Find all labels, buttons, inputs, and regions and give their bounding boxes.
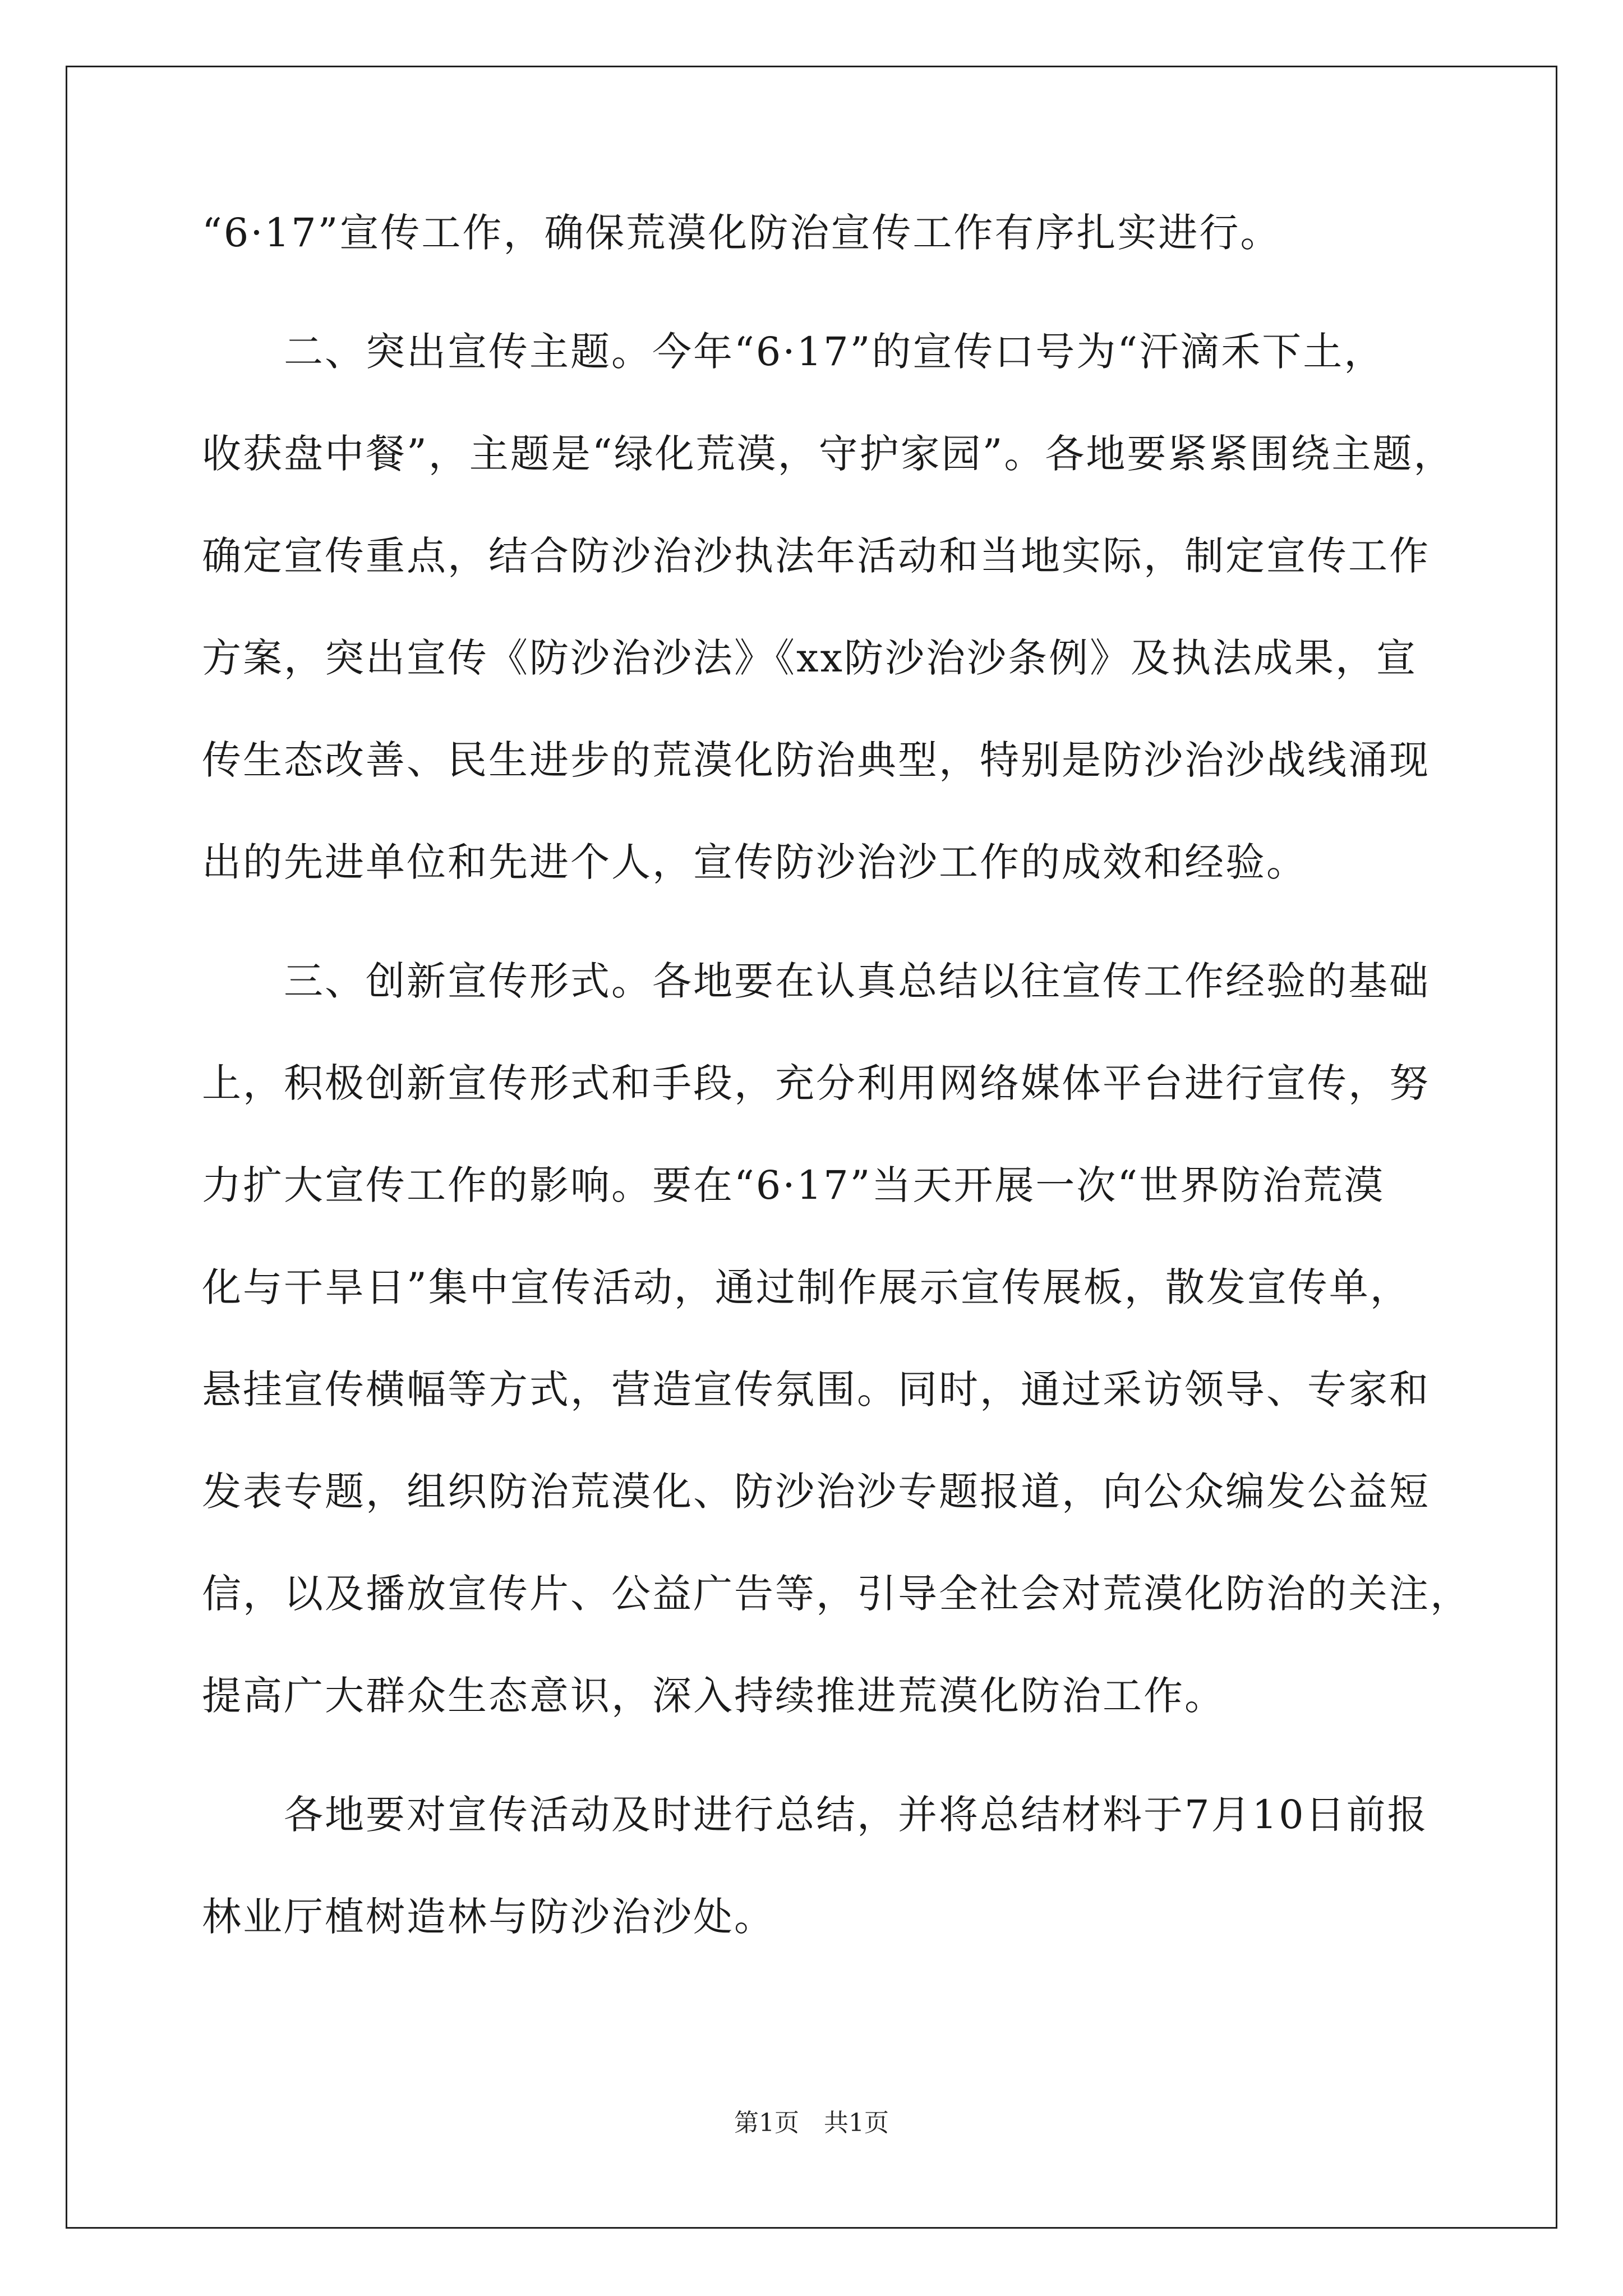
text-line: 三、创新宣传形式。各地要在认真总结以往宣传工作经验的基础 (202, 958, 1430, 1004)
text-line: 悬挂宣传横幅等方式，营造宣传氛围。同时，通过采访领导、专家和 (202, 1366, 1430, 1412)
paragraph-gap (202, 307, 1430, 324)
text-line: “6·17”宣传工作，确保荒漠化防治宣传工作有序扎实进行。 (202, 210, 1281, 256)
text-line: 二、突出宣传主题。今年“6·17”的宣传口号为“汗滴禾下土， (202, 329, 1385, 375)
text-line: 提高广大群众生态意识，深入持续推进荒漠化防治工作。 (202, 1673, 1225, 1719)
document-body (202, 205, 1471, 1991)
page-footer: 第1页 共1页 (734, 2109, 889, 2137)
text-line: 方案，突出宣传《防沙治沙法》《xx防沙治沙条例》及执法成果，宣 (202, 635, 1417, 681)
text-line: 力扩大宣传工作的影响。要在“6·17”当天开展一次“世界防治荒漠 (202, 1162, 1385, 1208)
text-line: 发表专题，组织防治荒漠化、防沙治沙专题报道，向公众编发公益短 (202, 1469, 1430, 1515)
paragraph-gap (202, 1770, 1430, 1787)
text-line: 传生态改善、民生进步的荒漠化防治典型，特别是防沙治沙战线涌现 (202, 737, 1430, 783)
paragraph-gap (202, 936, 1430, 953)
text-line: 林业厅植树造林与防沙治沙处。 (202, 1894, 775, 1940)
text-line: 各地要对宣传活动及时进行总结，并将总结材料于7月10日前报 (202, 1792, 1428, 1838)
text-line: 化与干旱日”集中宣传活动，通过制作展示宣传展板，散发宣传单， (202, 1264, 1411, 1310)
text-line: 确定宣传重点，结合防沙治沙执法年活动和当地实际，制定宣传工作 (202, 533, 1430, 579)
text-line: 上，积极创新宣传形式和手段，充分利用网络媒体平台进行宣传，努 (202, 1060, 1430, 1106)
text-line: 出的先进单位和先进个人，宣传防沙治沙工作的成效和经验。 (202, 839, 1307, 885)
text-line: 收获盘中餐”，主题是“绿化荒漠，守护家园”。各地要紧紧围绕主题， (202, 431, 1455, 477)
text-line: 信，以及播放宣传片、公益广告等，引导全社会对荒漠化防治的关注， (202, 1571, 1471, 1617)
